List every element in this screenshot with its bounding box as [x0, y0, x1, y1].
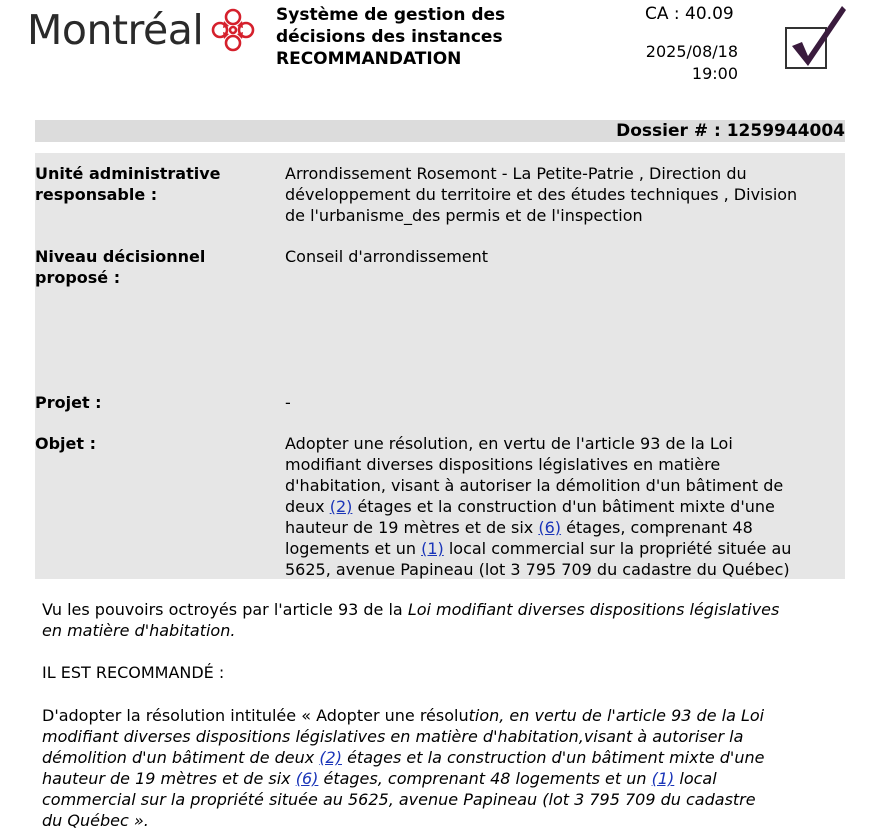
- reference-link[interactable]: (1): [421, 539, 444, 558]
- law-title: Loi modifiant diverses dispositions législatives: [407, 600, 780, 619]
- value-line: [285, 538, 845, 559]
- reference-link[interactable]: (2): [329, 497, 353, 516]
- value-line: [285, 517, 845, 538]
- label-line: responsable :: [35, 185, 158, 204]
- value-line: Adopter une résolution, en vertu de l'article 93 de la Loi: [285, 434, 733, 453]
- paragraph-line: du Québec ».: [42, 811, 149, 830]
- system-title-line: décisions des instances: [276, 27, 503, 47]
- paragraph-line: [42, 705, 842, 726]
- reference-link[interactable]: (6): [538, 518, 562, 537]
- niveau-label: [35, 246, 275, 288]
- paragraph-line: [42, 768, 842, 789]
- text-run: Vu les pouvoirs octroyés par l'article 93 de la: [42, 600, 408, 619]
- objet-value: [285, 433, 845, 580]
- projet-value: -: [285, 393, 291, 412]
- objet-label: Objet :: [35, 434, 97, 453]
- dossier-number: Dossier # : 1259944004: [616, 121, 845, 141]
- text-run: local commercial sur la propriété située au: [443, 539, 792, 558]
- unite-value: [285, 163, 845, 226]
- meeting-time: 19:00: [691, 64, 738, 83]
- label-line: proposé :: [35, 268, 121, 287]
- value-line: 5625, avenue Papineau (lot 3 795 709 du cadastre du Québec): [285, 560, 790, 579]
- value-line: de l'urbanisme_des permis et de l'inspection: [285, 206, 643, 225]
- text-run: étages, comprenant 48: [561, 518, 753, 537]
- text-run: logements et un: [285, 539, 422, 558]
- niveau-value: Conseil d'arrondissement: [285, 247, 489, 266]
- text-run: D'adopter la résolution intitulée « Adopter une résolu: [42, 706, 469, 725]
- paragraph-line: commercial sur la propriété située au 5625, avenue Papineau (lot 3 795 709 du cadastre: [42, 790, 756, 809]
- text-run: local: [674, 769, 717, 788]
- reference-link[interactable]: (1): [651, 769, 675, 788]
- label-line: Unité administrative: [35, 164, 221, 183]
- text-run: hauteur de 19 mètres et de six: [42, 769, 296, 788]
- adopt-paragraph: [42, 705, 842, 831]
- text-run: étages et la construction d'un bâtiment mixte d'une: [352, 497, 775, 516]
- document-header: [0, 0, 879, 110]
- recommendation-heading: IL EST RECOMMANDÉ :: [42, 663, 225, 682]
- label-line: Niveau décisionnel: [35, 247, 206, 266]
- info-panel: [35, 153, 845, 579]
- text-run: hauteur de 19 mètres et de six: [285, 518, 539, 537]
- value-line: Arrondissement Rosemont - La Petite-Patrie , Direction du: [285, 164, 747, 183]
- value-line: développement du territoire et des études techniques , Division: [285, 185, 798, 204]
- text-run: étages, comprenant 48 logements et un: [318, 769, 652, 788]
- ca-code: CA : 40.09: [645, 4, 734, 24]
- reference-link[interactable]: (6): [295, 769, 319, 788]
- law-title: en matière d'habitation.: [42, 621, 236, 640]
- unite-label: [35, 163, 275, 205]
- document-type: RECOMMANDATION: [276, 49, 462, 69]
- paragraph-line: [42, 747, 842, 768]
- value-line: d'habitation, visant à autoriser la démolition d'un bâtiment de: [285, 476, 784, 495]
- vu-paragraph: [42, 599, 842, 641]
- text-run: étages et la construction d'un bâtiment mixte d'une: [341, 748, 765, 767]
- value-line: [285, 496, 845, 517]
- meeting-datetime: [646, 41, 738, 85]
- projet-label: Projet :: [35, 393, 102, 412]
- paragraph-line: [42, 599, 842, 620]
- paragraph-line: modifiant diverses dispositions législatives en matière d'habitation,visant à autoriser la: [42, 727, 744, 746]
- meeting-date: 2025/08/18: [645, 42, 738, 61]
- reference-link[interactable]: (2): [319, 748, 342, 767]
- checkmark-box-icon: [784, 2, 848, 72]
- text-run: tion, en vertu de l'article 93 de la Loi: [468, 706, 765, 725]
- system-title: [276, 4, 505, 70]
- system-title-line: Système de gestion des: [276, 5, 506, 25]
- montreal-rosette-icon: [209, 6, 257, 54]
- dossier-bar: [35, 120, 845, 142]
- value-line: modifiant diverses dispositions législatives en matière: [285, 455, 721, 474]
- text-run: deux: [285, 497, 330, 516]
- text-run: démolition d'un bâtiment de deux: [42, 748, 320, 767]
- montreal-logo: [27, 6, 257, 54]
- logo-wordmark: Montréal: [27, 6, 204, 54]
